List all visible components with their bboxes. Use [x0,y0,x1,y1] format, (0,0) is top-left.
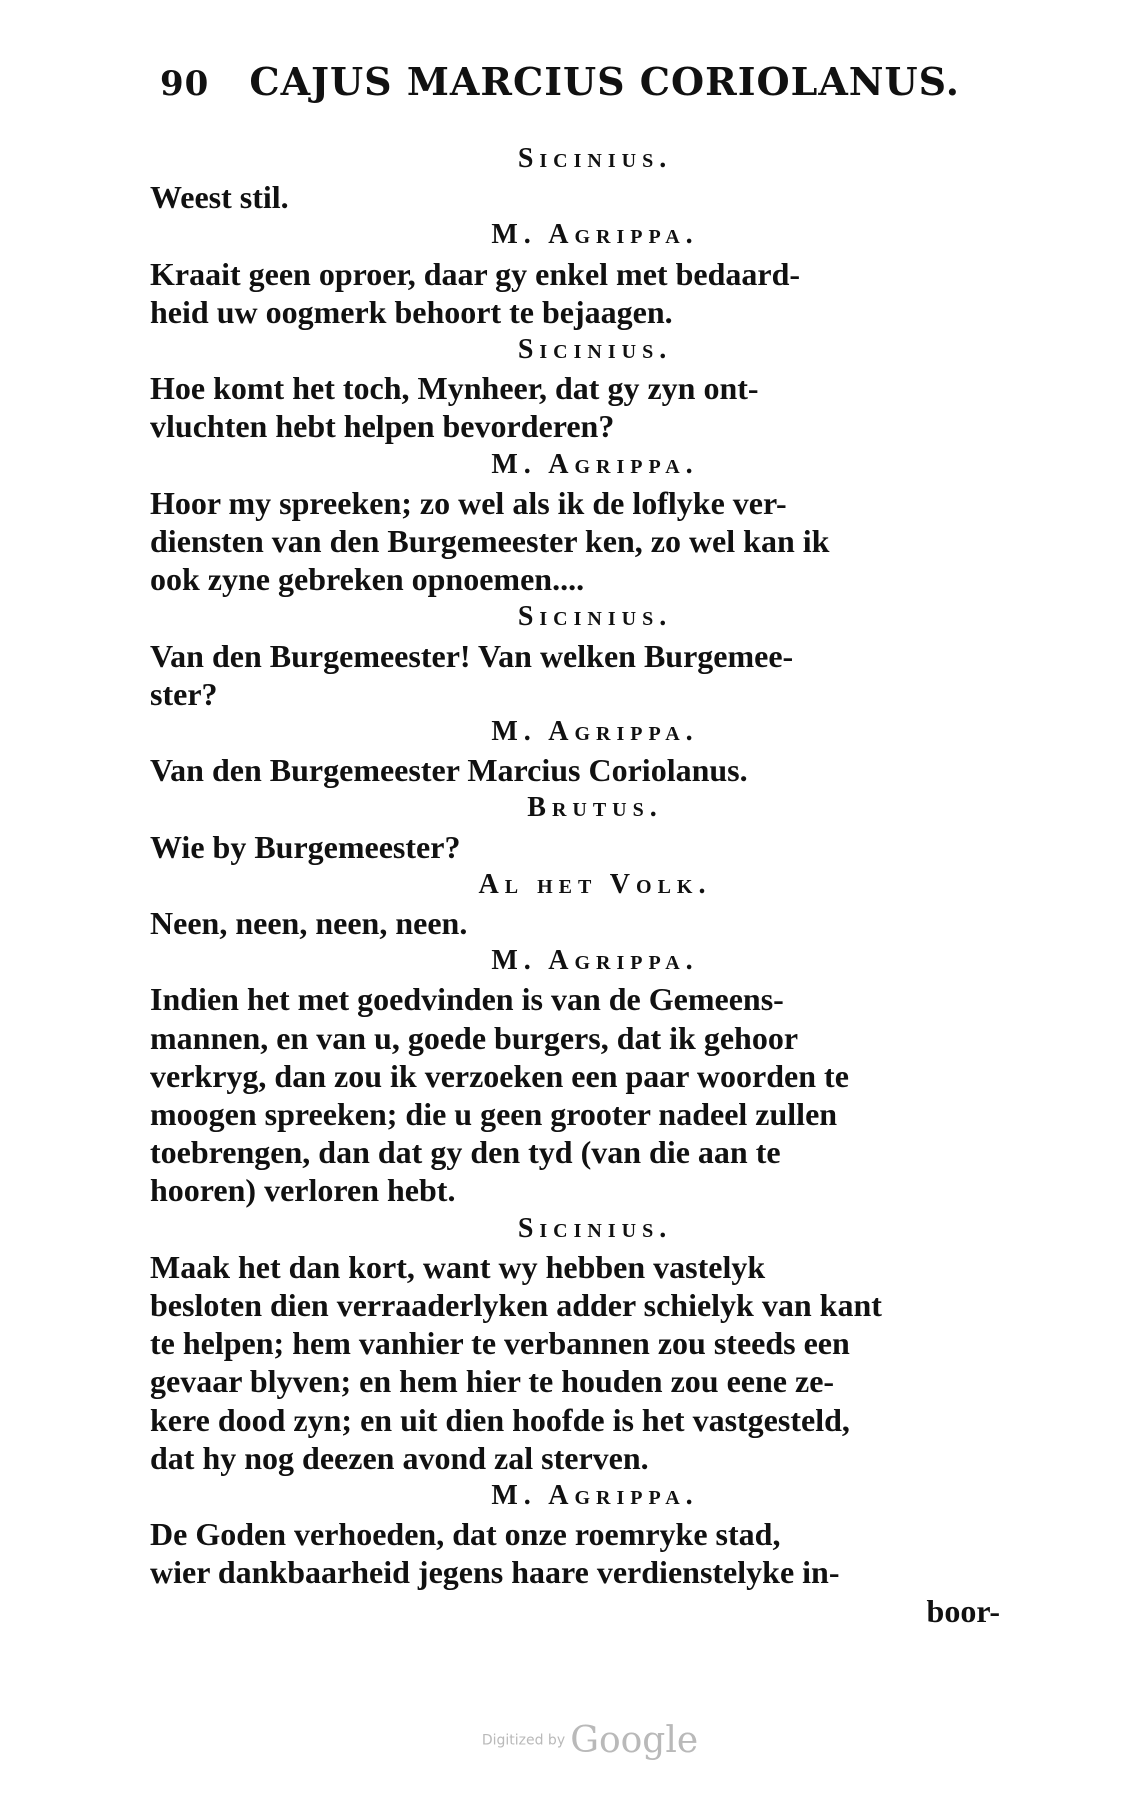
digitization-watermark [460,1720,720,1761]
speech-line: Hoor my spreeken; zo wel als ik de loflyke ver- [150,484,787,521]
speaker-name: M. Agrippa. [491,715,699,747]
dialogue-body [150,140,1000,1630]
speech-line: De Goden verhoeden, dat onze roemryke stad, [150,1516,781,1553]
speech-line: heid uw oogmerk behoort te bejaagen. [150,293,673,330]
speech-line: ook zyne gebreken opnoemen.... [150,561,585,598]
catchword: boor- [926,1592,1000,1629]
speech-line: Neen, neen, neen, neen. [150,904,468,941]
speech-line: Maak het dan kort, want wy hebben vastelyk [150,1248,766,1285]
speech-line: hooren) verloren hebt. [150,1172,456,1209]
speech-line: Van den Burgemeester! Van welken Burgemee- [150,637,794,674]
speech-line: Wie by Burgemeester? [150,828,461,865]
watermark-brand: Google [570,1720,699,1761]
speech-line: vluchten hebt helpen bevorderen? [150,408,615,445]
watermark-prefix: Digitized by [481,1732,566,1749]
speech-line: mannen, en van u, goede burgers, dat ik gehoor [150,1019,799,1056]
speaker-name: M. Agrippa. [491,1479,699,1511]
speech-line: moogen spreeken; die u geen grooter nadeel zullen [150,1095,838,1132]
speech-line: besloten dien verraaderlyken adder schielyk van kant [150,1286,882,1323]
speaker-name: Sicinius. [517,333,673,365]
speaker-name: Sicinius. [517,601,673,633]
speech-line: ster? [150,675,218,712]
speaker-name: Brutus. [527,792,663,824]
speech-line: gevaar blyven; en hem hier te houden zou eene ze- [150,1363,835,1400]
speech-line: wier dankbaarheid jegens haare verdienstelyke in- [150,1554,840,1591]
speech-line: te helpen; hem vanhier te verbannen zou steeds een [150,1325,850,1362]
speech-line: Weest stil. [150,179,289,216]
speech-line: Van den Burgemeester Marcius Coriolanus. [150,752,748,789]
speech-line: kere dood zyn; en uit dien hoofde is het vastgesteld, [150,1401,850,1438]
speaker-name: Sicinius. [517,1212,673,1244]
speaker-name: M. Agrippa. [491,945,699,977]
page-number: 90 [160,64,210,104]
speaker-name: M. Agrippa. [491,219,699,251]
speech-line: Hoe komt het toch, Mynheer, dat gy zyn ont- [150,370,759,407]
speech-line: Indien het met goedvinden is van de Gemeens- [150,981,784,1018]
speaker-name: Sicinius. [517,143,673,174]
speech-line: diensten van den Burgemeester ken, zo wel kan ik [150,522,830,559]
speaker-name: Al het Volk. [478,868,712,900]
speaker-name: M. Agrippa. [491,448,699,480]
running-title: CAJUS MARCIUS CORIOLANUS. [249,59,960,104]
speech-line: toebrengen, dan dat gy den tyd (van die aan te [150,1134,781,1171]
speech-line: dat hy nog deezen avond zal sterven. [150,1439,649,1476]
running-header [160,52,960,114]
speech-line: verkryg, dan zou ik verzoeken een paar woorden te [150,1057,849,1094]
speech-line: Kraait geen oproer, daar gy enkel met bedaard- [150,255,801,292]
